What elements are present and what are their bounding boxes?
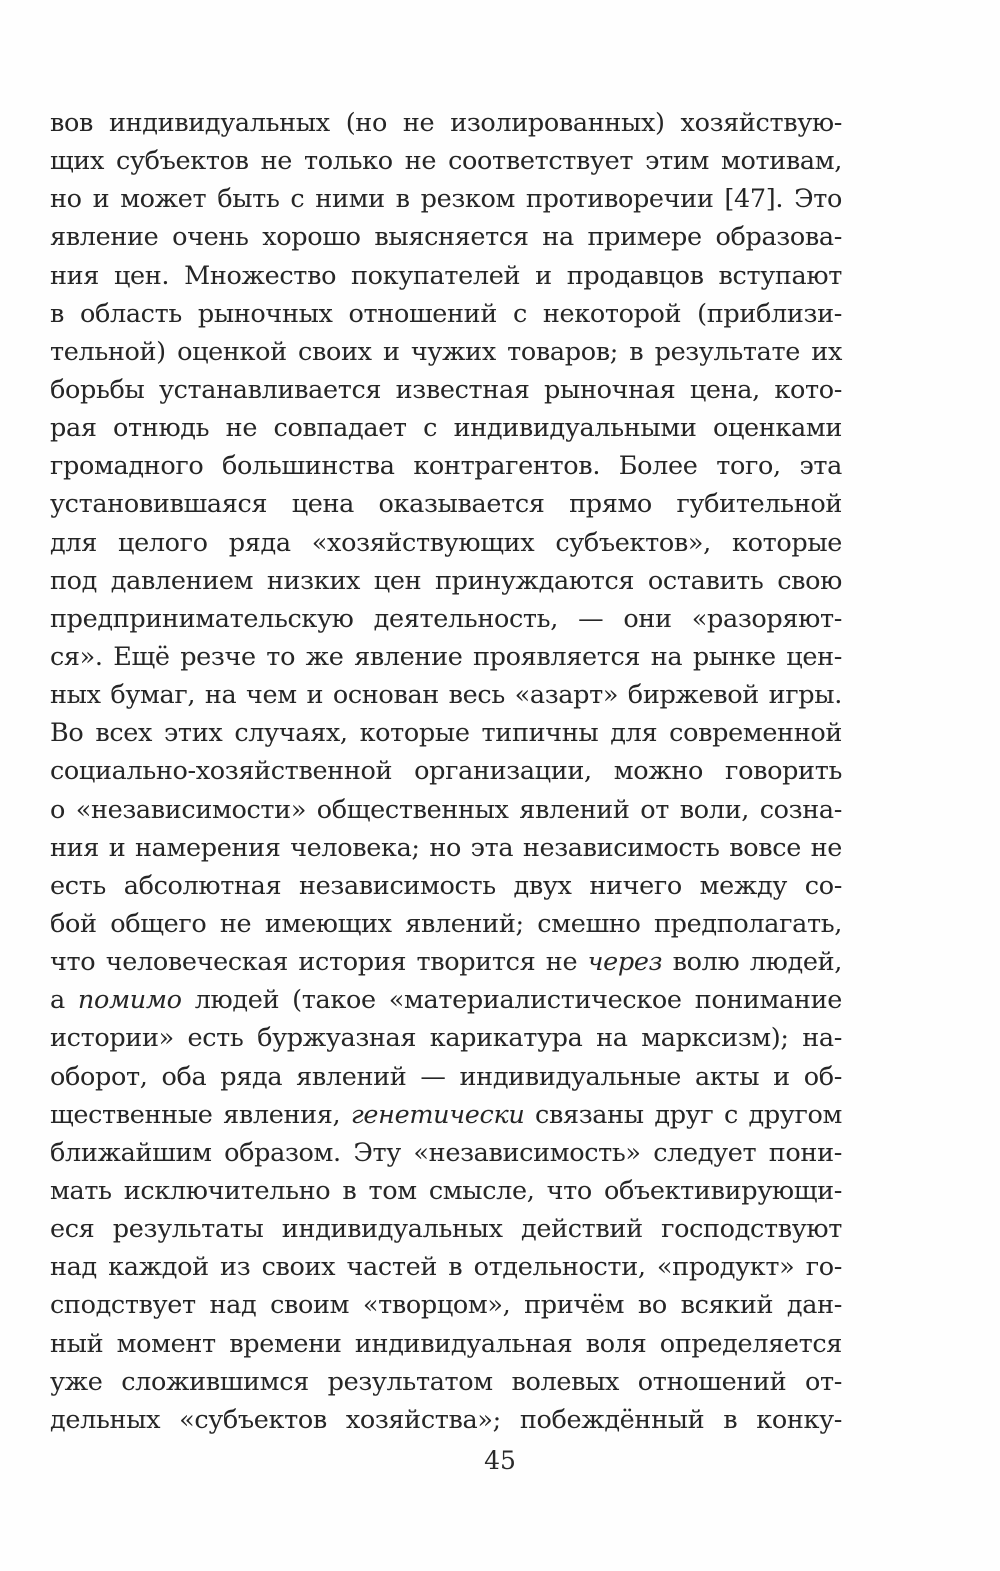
page-number: 45 bbox=[484, 1446, 516, 1475]
text-line bbox=[50, 1096, 842, 1134]
text-run: связаны друг с другом bbox=[524, 1099, 842, 1130]
text-run: щественные явления, bbox=[50, 1099, 351, 1130]
text-line: под давлением низких цен принуждаются оставить свою bbox=[50, 565, 842, 596]
text-line: о «независимости» общественных явлений от воли, созна- bbox=[50, 794, 842, 825]
text-line: уже сложившимся результатом волевых отношений от- bbox=[50, 1366, 842, 1397]
text-line: ния и намерения человека; но эта независимость вовсе не bbox=[50, 832, 842, 863]
text-line: дельных «субъектов хозяйства»; побеждённый в конку- bbox=[50, 1404, 842, 1435]
text-line: тельной) оценкой своих и чужих товаров; в результате их bbox=[50, 336, 842, 367]
text-line: громадного большинства контрагентов. Более того, эта bbox=[50, 451, 842, 482]
text-line: оборот, оба ряда явлений — индивидуальные акты и об- bbox=[50, 1061, 842, 1092]
text-line: бой общего не имеющих явлений; смешно предполагать, bbox=[50, 908, 842, 939]
text-line: ближайшим образом. Эту «независимость» следует пони- bbox=[50, 1137, 842, 1168]
text-line: сподствует над своим «творцом», причём во всякий дан- bbox=[50, 1290, 842, 1321]
text-line: явление очень хорошо выясняется на примере образова- bbox=[50, 222, 842, 253]
text-line: социально-хозяйственной организации, можно говорить bbox=[50, 756, 842, 787]
text-line: ный момент времени индивидуальная воля определяется bbox=[50, 1328, 842, 1359]
text-line: щих субъектов не только не соответствует этим мотивам, bbox=[50, 146, 842, 177]
text-line: ных бумаг, на чем и основан весь «азарт» биржевой игры. bbox=[50, 680, 842, 711]
text-line: но и может быть с ними в резком противоречии [47]. Это bbox=[50, 184, 842, 215]
text-line: в область рыночных отношений с некоторой (приблизи- bbox=[50, 298, 842, 329]
text-run: волю людей, bbox=[662, 947, 842, 978]
text-line: есть абсолютная независимость двух ничего между со- bbox=[50, 870, 842, 901]
text-line: мать исключительно в том смысле, что объективирующи- bbox=[50, 1175, 842, 1206]
text-line bbox=[50, 981, 842, 1019]
text-line: Во всех этих случаях, которые типичны для современной bbox=[50, 718, 842, 749]
italic-emphasis: помимо bbox=[77, 985, 182, 1016]
text-line: рая отнюдь не совпадает с индивидуальными оценками bbox=[50, 413, 842, 444]
text-line: установившаяся цена оказывается прямо губительной bbox=[50, 489, 842, 520]
text-run: а bbox=[50, 985, 78, 1016]
text-line: ся». Ещё резче то же явление проявляется на рынке цен- bbox=[50, 641, 842, 672]
text-line bbox=[50, 943, 842, 981]
text-line: борьбы устанавливается известная рыночная цена, кото- bbox=[50, 374, 842, 405]
text-line: вов индивидуальных (но не изолированных) хозяйствую- bbox=[50, 108, 842, 138]
text-line: над каждой из своих частей в отдельности, «продукт» го- bbox=[50, 1252, 842, 1283]
italic-emphasis: генетически bbox=[350, 1099, 525, 1130]
text-run: что человеческая история творится не bbox=[50, 947, 588, 978]
text-line: предпринимательскую деятельность, — они «разоряют- bbox=[50, 603, 842, 634]
text-line: ния цен. Множество покупателей и продавцов вступают bbox=[50, 260, 842, 291]
text-line: истории» есть буржуазная карикатура на марксизм); на- bbox=[50, 1023, 842, 1054]
body-text bbox=[50, 104, 842, 1439]
italic-emphasis: через bbox=[587, 947, 663, 978]
text-run: людей (такое «материалистическое понимание bbox=[181, 985, 843, 1016]
text-line: еся результаты индивидуальных действий господствуют bbox=[50, 1214, 842, 1245]
text-line: для целого ряда «хозяйствующих субъектов», которые bbox=[50, 527, 842, 558]
